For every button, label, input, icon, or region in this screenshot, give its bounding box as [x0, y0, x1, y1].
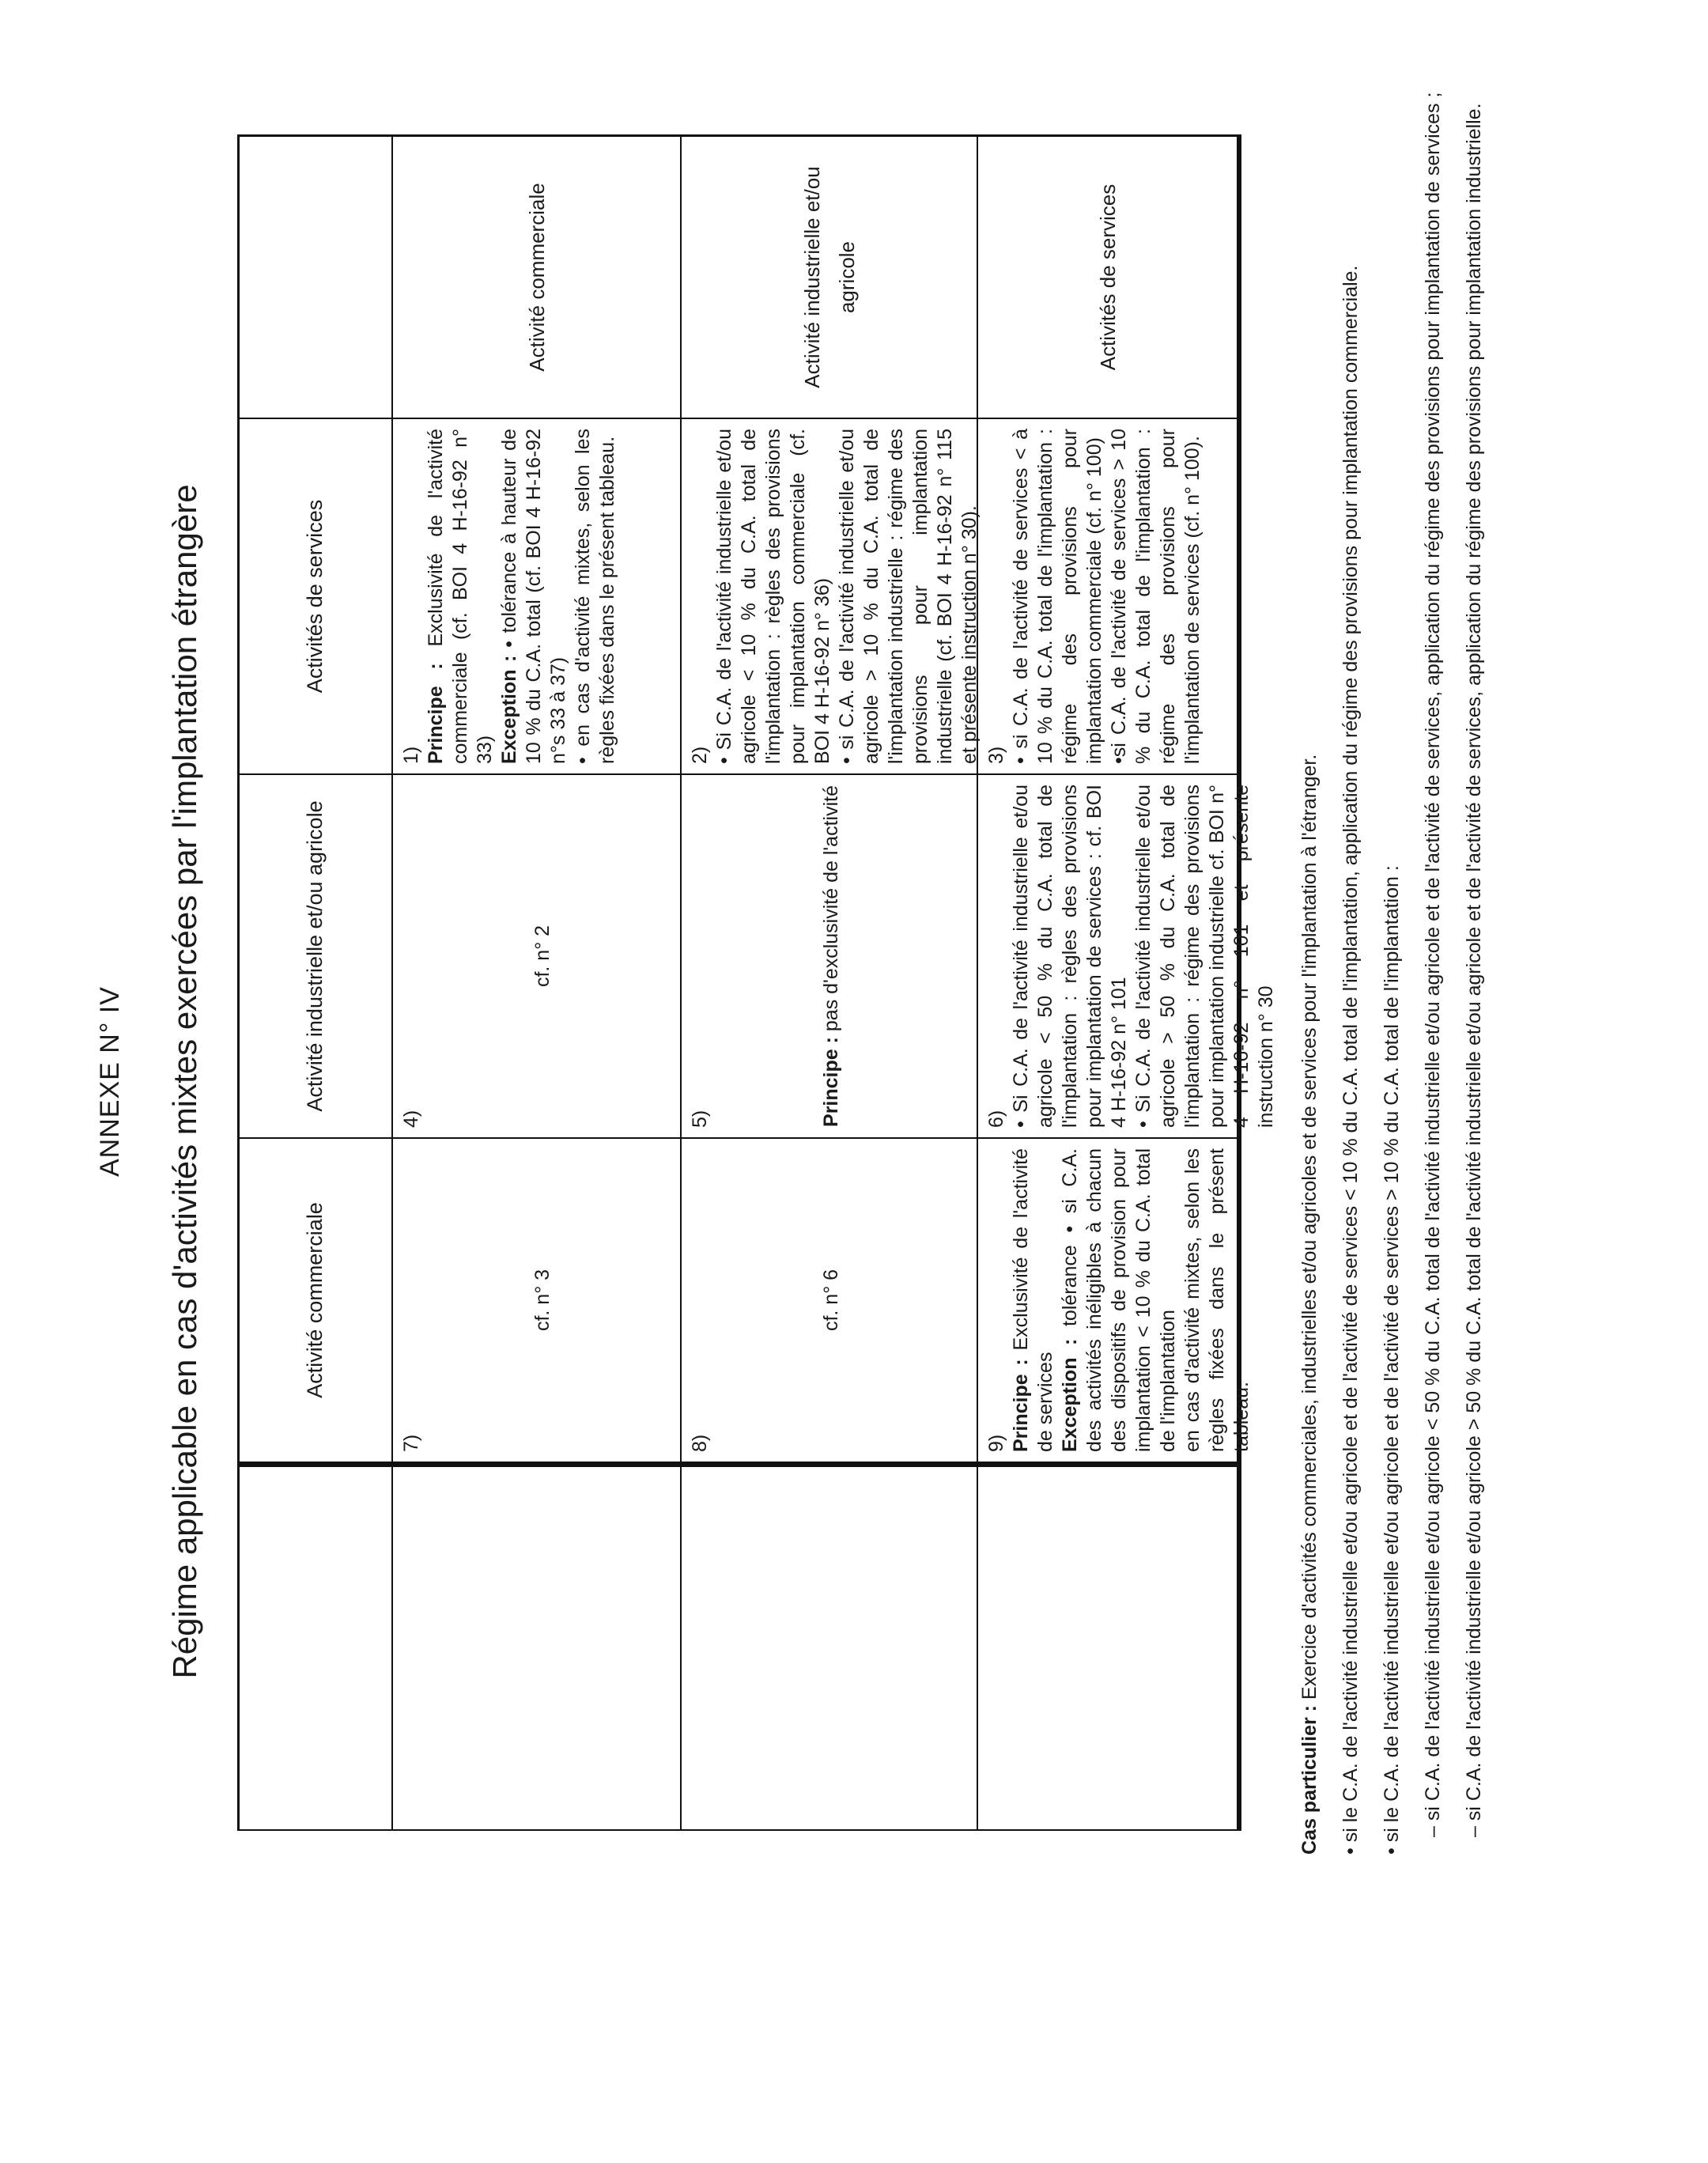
exception-text: • tolérance à hauteur de 10 % du C.A. total (cf. BOI 4 H-16-92 n°s 33 à 37): [498, 429, 569, 764]
cell-4: [393, 775, 680, 1137]
note-bullet: • si le C.A. de l'activité industrielle et/ou agricole et de l'activité de services < 10 % du C.A. total de l'implantation, application du régime des provisions pour implantation commerciale.: [1340, 265, 1362, 1855]
notes-intro-text: Exercice d'activités commerciales, industrielles et/ou agricoles et de services pour l'implantation à l'étranger.: [1298, 754, 1321, 1700]
principe-label: Principe :: [819, 1037, 842, 1127]
special-case-notes: [1297, 91, 1502, 1855]
extra-text: • en cas d'activité mixtes, selon les règles fixées dans le présent tableau.: [572, 429, 618, 764]
note-bullet: • si le C.A. de l'activité industrielle et/ou agricole et de l'activité de services > 10 % du C.A. total de l'implantation :: [1381, 865, 1403, 1855]
row-header-services: Activités de services: [1095, 183, 1120, 371]
extra-text: en cas d'activité mixtes, selon les règles fixées dans le présent tableau.: [1181, 1148, 1253, 1452]
cell-1: [393, 419, 680, 773]
cell-text: cf. n° 3: [531, 1269, 554, 1332]
cell-8: [682, 1139, 977, 1462]
cell-text: cf. n° 6: [819, 1269, 842, 1332]
cell-paragraph: • Si C.A. de l'activité industrielle et/ou agricole < 50 % du C.A. total de l'implantation : règles des provisions pour implantation de services : cf. BOI 4 H-16-92 n° 101: [1010, 785, 1130, 1128]
cell-paragraph: • si C.A. de l'activité industrielle et/ou agricole > 10 % du C.A. total de l'implantation industrielle : régime des provisions pour implantation industrielle (cf. BOI 4 H-16-92 n° 115 et présente instruction n° 30).: [836, 429, 981, 764]
cell-3: [978, 419, 1237, 773]
cell-text: cf. n° 2: [531, 925, 554, 988]
principe-text: Exclusivité de l'activité de services: [1010, 1148, 1056, 1452]
cell-7: [393, 1139, 680, 1462]
regime-table: [237, 134, 1277, 1831]
cell-number: 7): [400, 1434, 422, 1452]
cell-paragraph: • si C.A. de l'activité de services < à 10 % du C.A. total de l'implantation : régime des provisions pour implantation commerciale (cf. n° 100): [1010, 429, 1105, 764]
row-header-industrielle: Activité industrielle et/ou agricole: [799, 166, 859, 388]
annexe-number: ANNEXE N° IV: [95, 986, 125, 1177]
cell-paragraph: • Si C.A. de l'activité industrielle et/ou agricole < 10 % du C.A. total de l'implantation : règles des provisions pour implantation commerciale (cf. BOI 4 H-16-92 n° 36): [713, 429, 833, 764]
cell-number: 4): [400, 1110, 422, 1128]
column-header-commerciale: Activité commerciale: [302, 1202, 327, 1398]
cell-paragraph: • Si C.A. de l'activité industrielle et/ou agricole > 50 % du C.A. total de l'implantation : régime des provisions pour implantation industrielle cf. BOI n° 4 H-16-92 n° 101 et présente instruction n° 30: [1132, 785, 1277, 1128]
principe-text: pas d'exclusivité de l'activité: [819, 785, 842, 1032]
principe-label: Principe :: [1010, 1359, 1032, 1452]
cell-6: [978, 775, 1277, 1137]
exception-text: tolérance • si C.A. des activités inéligibles à chacun des dispositifs de provision pour implantation < 10 % du C.A. total de l'implantation: [1059, 1148, 1179, 1452]
note-dash: – si C.A. de l'activité industrielle et/ou agricole < 50 % du C.A. total de l'activité industrielle et/ou agricole et de l'activité de services, application du régime des provisions pour implantation de services ;: [1422, 92, 1444, 1837]
cell-number: 3): [985, 746, 1007, 764]
cell-paragraph: •si C.A. de l'activité de services > 10 % du C.A. total de l'implantation : régime des provisions pour l'implantation de services (cf. n° 100).: [1108, 429, 1204, 764]
exception-label: Exception :: [498, 655, 520, 764]
principe-label: Principe :: [425, 663, 447, 764]
row-header-commerciale: Activité commerciale: [524, 183, 549, 372]
cell-number: 5): [689, 1110, 711, 1128]
cell-9: [978, 1139, 1253, 1462]
notes-intro-label: Cas particulier :: [1298, 1705, 1321, 1855]
column-header-services: Activités de services: [302, 499, 327, 694]
exception-label: Exception :: [1059, 1338, 1081, 1452]
note-dash: – si C.A. de l'activité industrielle et/ou agricole > 50 % du C.A. total de l'activité industrielle et/ou agricole et de l'activité de services, application du régime des provisions pour implantation industrielle.: [1463, 103, 1485, 1837]
cell-number: 2): [689, 746, 711, 764]
principe-text: Exclusivité de l'activité commerciale (cf. BOI 4 H-16-92 n° 33): [425, 429, 496, 764]
column-header-industrielle: Activité industrielle et/ou agricole: [302, 800, 327, 1112]
cell-5: [682, 775, 977, 1137]
cell-number: 8): [689, 1434, 711, 1452]
document-title: Régime applicable en cas d'activités mixtes exercées par l'implantation étrangère: [166, 484, 203, 1679]
cell-number: 1): [400, 746, 422, 764]
cell-2: [682, 419, 981, 773]
cell-number: 6): [985, 1110, 1007, 1128]
cell-number: 9): [985, 1434, 1007, 1452]
